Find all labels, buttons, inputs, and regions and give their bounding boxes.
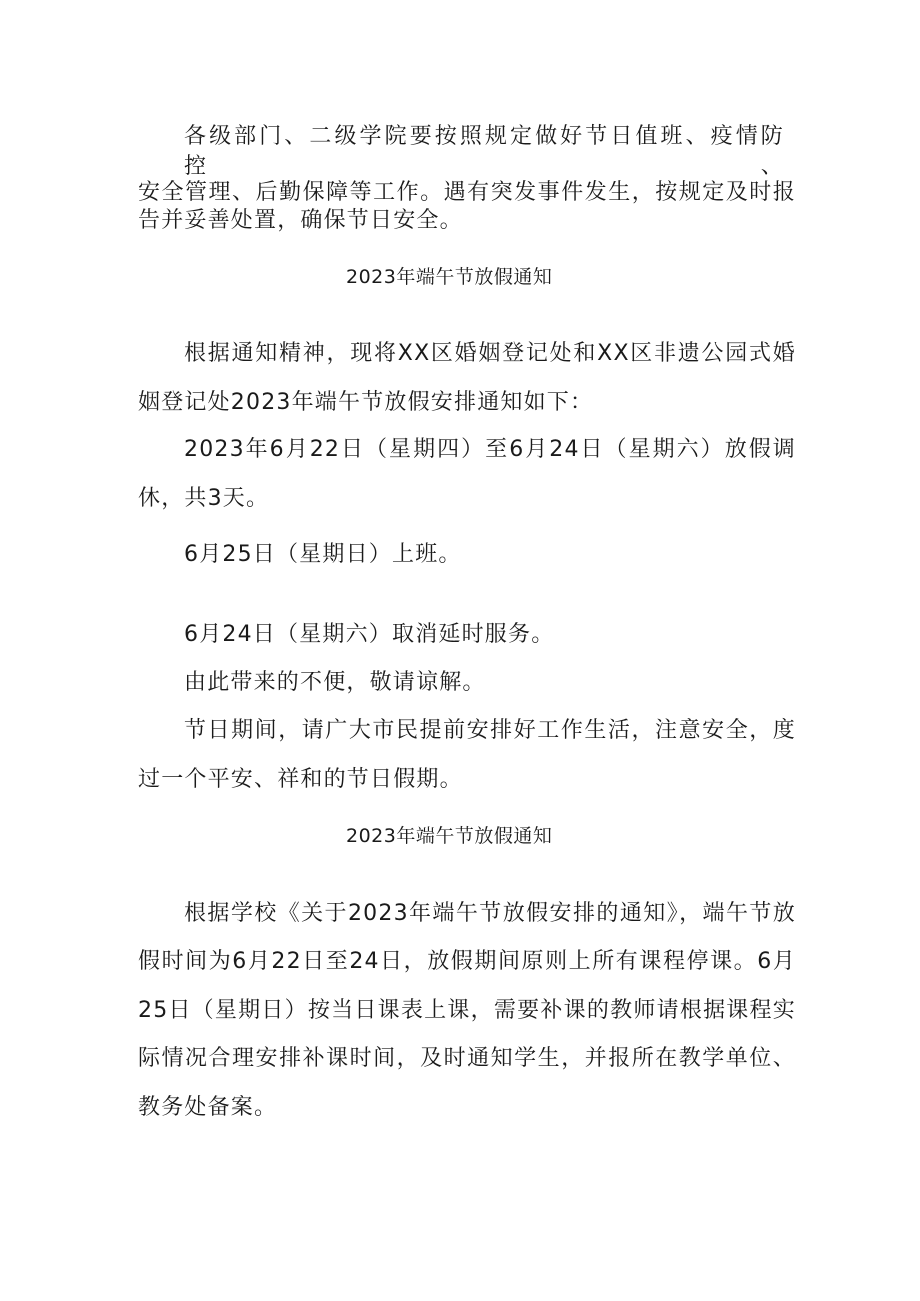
paragraph-line: 根据通知精神，现将XX区婚姻登记处和XX区非遗公园式婚 bbox=[184, 341, 796, 366]
paragraph-line: 告并妥善处置，确保节日安全。 bbox=[138, 208, 463, 233]
paragraph-line: 由此带来的不便，敬请谅解。 bbox=[184, 670, 486, 695]
section-title: 2023年端午节放假通知 bbox=[346, 825, 553, 847]
paragraph-line: 6月24日（星期六）取消延时服务。 bbox=[184, 622, 555, 647]
paragraph-line: 2023年6月22日（星期四）至6月24日（星期六）放假调 bbox=[184, 437, 796, 462]
paragraph-line: 教务处备案。 bbox=[138, 1095, 278, 1120]
paragraph-line: 假时间为6月22日至24日，放假期间原则上所有课程停课。6月 bbox=[138, 949, 796, 974]
paragraph-line: 根据学校《关于2023年端午节放假安排的通知》，端午节放 bbox=[184, 901, 796, 926]
paragraph-line: 安全管理、后勤保障等工作。遇有突发事件发生，按规定及时报 bbox=[138, 180, 796, 205]
paragraph-line: 25日（星期日）按当日课表上课，需要补课的教师请根据课程实 bbox=[138, 998, 796, 1023]
paragraph-line: 过一个平安、祥和的节日假期。 bbox=[138, 767, 463, 792]
section-title: 2023年端午节放假通知 bbox=[346, 266, 553, 288]
paragraph-line: 6月25日（星期日）上班。 bbox=[184, 542, 462, 567]
paragraph-line: 休，共3天。 bbox=[138, 486, 270, 511]
paragraph-line: 际情况合理安排补课时间，及时通知学生，并报所在教学单位、 bbox=[138, 1046, 796, 1071]
paragraph-line: 姻登记处2023年端午节放假安排通知如下： bbox=[138, 390, 594, 415]
paragraph-line: 各级部门、二级学院要按照规定做好节日值班、疫情防控、 bbox=[184, 124, 784, 179]
paragraph-line: 节日期间，请广大市民提前安排好工作生活，注意安全，度 bbox=[184, 718, 796, 743]
